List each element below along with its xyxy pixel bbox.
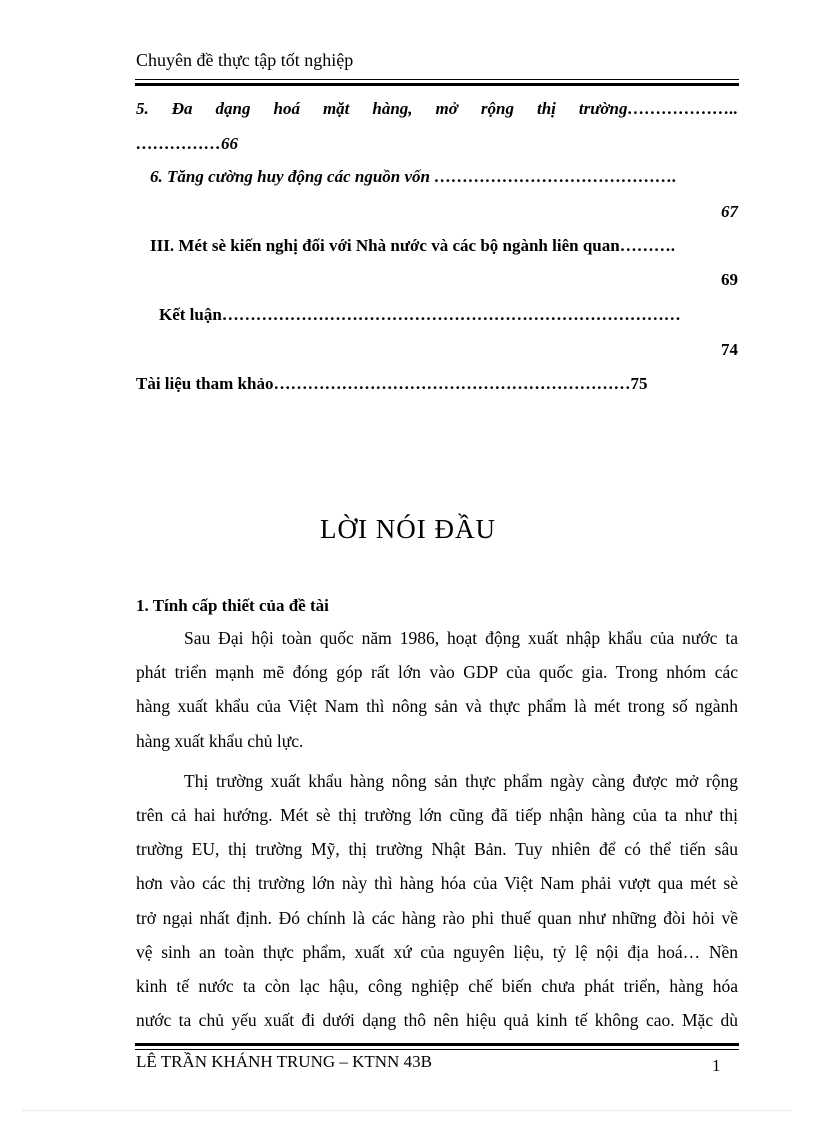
page-edge-line	[22, 1110, 792, 1111]
toc-entry-5: 5. Đa dạng hoá mặt hàng, mở rộng thị trường………………..	[136, 99, 738, 118]
footer-author: LÊ TRẦN KHÁNH TRUNG – KTNN 43B	[136, 1052, 432, 1071]
header-title: Chuyên đề thực tập tốt nghiệp	[136, 50, 354, 70]
toc-entry-tai-lieu: Tài liệu tham khảo………………………………………………………75	[136, 374, 648, 393]
header-double-rule	[135, 79, 739, 86]
toc-entry-ket-luan-page: 74	[721, 340, 738, 359]
body-line: trên cả hai hướng. Mét sè thị trường lớn cũng đã tiếp nhận hàng của ta như thị	[136, 805, 738, 825]
body-line: hàng xuất khẩu của Việt Nam thì nông sản và thực phẩm là mét trong số ngành	[136, 696, 738, 717]
body-line: kinh tế nước ta còn lạc hậu, công nghiệp chế biến chưa phát triển, hàng hóa	[136, 976, 738, 996]
body-line: trở ngại nhất định. Đó chính là các hàng rào phi thuế quan như những đòi hỏi về	[136, 907, 738, 928]
toc-entry-5-page: ……………66	[136, 134, 238, 153]
body-line: phát triển mạnh mẽ đóng góp rất lớn vào GDP của quốc gia. Trong nhóm các	[136, 662, 738, 683]
toc-entry-iii: III. Mét sè kiến nghị đối với Nhà nước và các bộ ngành liên quan……….	[150, 236, 675, 255]
toc-entry-6: 6. Tăng cường huy động các nguồn vốn …………………………………….	[150, 167, 677, 186]
body-line: trường EU, thị trường Mỹ, thị trường Nhật Bản. Tuy nhiên để có thể tiến sâu	[136, 839, 738, 860]
subsection-heading: 1. Tính cấp thiết của đề tài	[136, 596, 329, 615]
body-line: hàng xuất khẩu chủ lực.	[136, 730, 304, 751]
toc-entry-iii-page: 69	[721, 270, 738, 289]
body-line: vệ sinh an toàn thực phẩm, xuất xứ của nguyên liệu, tỷ lệ nội địa hoá… Nền	[136, 941, 738, 962]
body-line: nước ta chủ yếu xuất đi dưới dạng thô nên hiệu quả kinh tế không cao. Mặc dù	[136, 1010, 738, 1031]
toc-entry-6-page: 67	[721, 202, 738, 221]
toc-entry-ket-luan: Kết luận………………………………………………………………………	[159, 305, 681, 324]
body-line: Thị trường xuất khẩu hàng nông sản thực phẩm ngày càng được mở rộng	[184, 770, 738, 791]
page-number: 1	[712, 1056, 721, 1075]
body-line: hơn vào các thị trường lớn này thì hàng hóa của Việt Nam phải vượt qua mét sè	[136, 873, 738, 894]
body-line: Sau Đại hội toàn quốc năm 1986, hoạt động xuất nhập khẩu của nước ta	[184, 628, 738, 648]
section-title: LỜI NÓI ĐẦU	[320, 514, 496, 544]
footer-double-rule	[135, 1043, 739, 1050]
